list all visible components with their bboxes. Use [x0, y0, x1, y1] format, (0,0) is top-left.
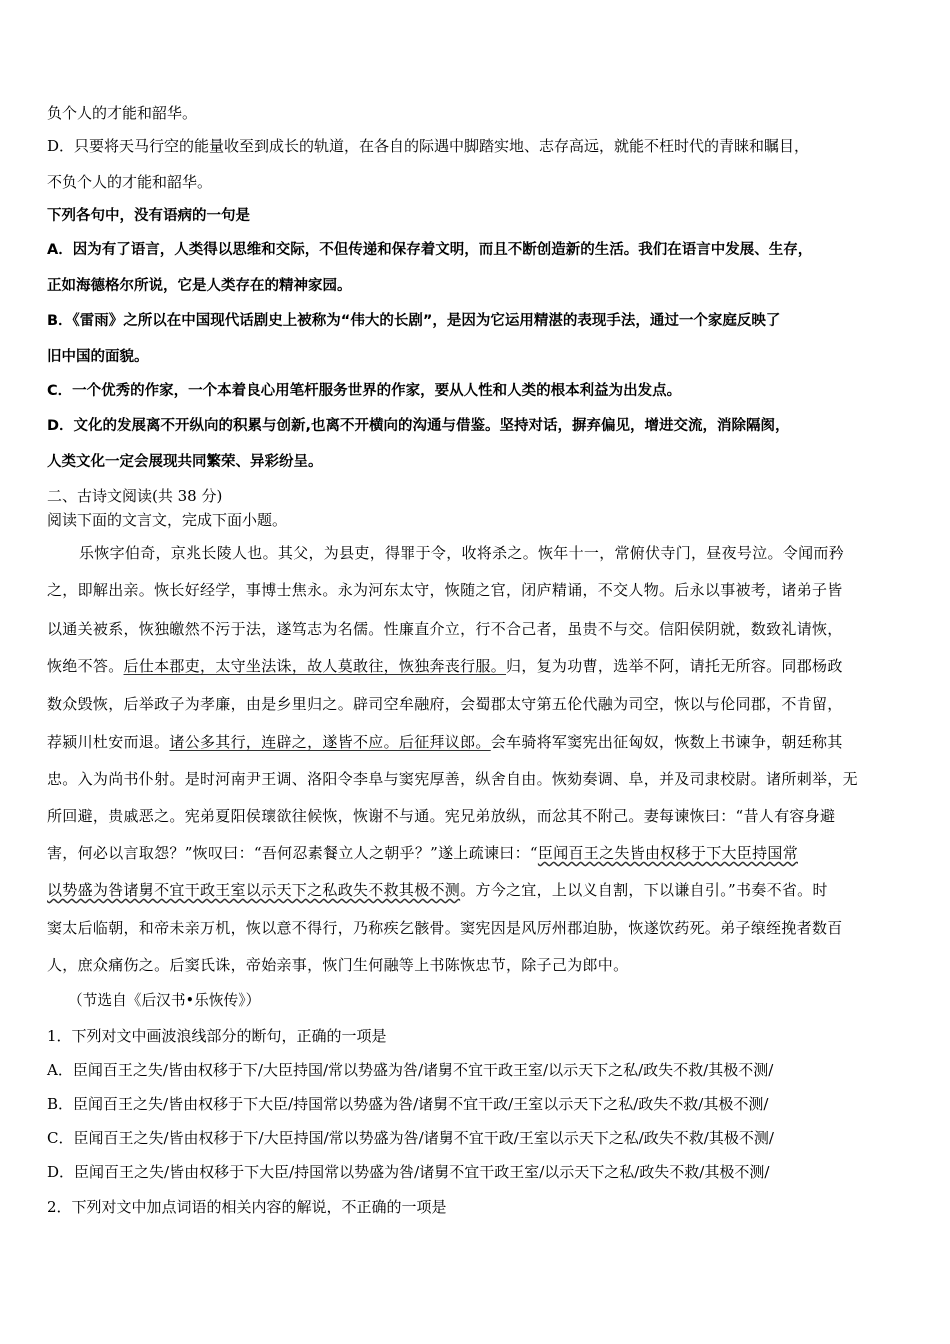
passage-text: 。方今之宜，上以义自割，下以谦自引。”书奏不省。时	[460, 881, 828, 899]
option-b: B．臣闻百王之失/皆由权移于下大臣/持国常以势盛为咎/诸舅不宜干政/王室以示天下之私/政失不救/其极不测/	[47, 1095, 769, 1113]
passage-line: 乐恢字伯奇，京兆长陵人也。其父，为县吏，得罪于令，收将杀之。恢年十一，常俯伏寺门，昼夜号泣。令闻而矜	[79, 544, 845, 562]
underlined-text: 诸公多其行，连辟之，遂皆不应。后征拜议郎。	[169, 733, 491, 751]
passage-text: 归，复为功曹，选举不阿，请托无所容。同郡杨政	[506, 657, 843, 675]
passage-line: 以通关被系，恢独皦然不污于法，遂笃志为名儒。性廉直介立，行不合己者，虽贵不与交。信阳侯阴就，数致礼请恢，	[47, 620, 843, 638]
section-heading: 二、古诗文阅读(共 38 分)	[47, 487, 223, 505]
option-d: 人类文化一定会展现共同繁荣、异彩纷呈。	[47, 454, 323, 470]
text-line: 负个人的才能和韶华。	[47, 104, 198, 122]
passage-text: 荐颍川杜安而退。	[47, 733, 170, 751]
passage-line: 人，庶众痛伤之。后窦氏诛，帝始亲事，恢门生何融等上书陈恢忠节，除子己为郎中。	[47, 956, 629, 974]
option-b: 旧中国的面貌。	[47, 349, 149, 365]
passage-source: （节选自《后汉书•乐恢传》）	[68, 991, 261, 1009]
option-d-line: 不负个人的才能和韶华。	[47, 173, 213, 191]
passage-line	[47, 843, 917, 863]
passage-line	[47, 732, 917, 752]
passage-text: 会车骑将军窦宪出征匈奴，恢数上书谏争，朝廷称其	[490, 733, 843, 751]
option-a: 正如海德格尔所说，它是人类存在的精神家园。	[47, 278, 352, 294]
question-stem: 1．下列对文中画波浪线部分的断句，正确的一项是	[47, 1027, 387, 1045]
option-a: A．因为有了语言，人类得以思维和交际，不但传递和保存着文明，而且不断创造新的生活。我们在语言中发展、生存，	[47, 242, 813, 258]
question-stem: 2．下列对文中加点词语的相关内容的解说，不正确的一项是	[47, 1198, 447, 1216]
option-b: B．《雷雨》之所以在中国现代话剧史上被称为“伟大的长剧”，是因为它运用精湛的表现手法，通过一个家庭反映了	[47, 313, 781, 329]
passage-line: 数众毁恢，后举政子为孝廉，由是乡里归之。辟司空牟融府，会蜀郡太守第五伦代融为司空，恢以与伦同郡，不肯留，	[47, 695, 843, 713]
wavy-underlined-text: 臣闻百王之失皆由权移于下大臣持国常	[537, 844, 798, 862]
wavy-underlined-text: 以势盛为咎诸舅不宜干政王室以示天下之私政失不救其极不测	[47, 881, 461, 899]
option-c: C．一个优秀的作家，一个本着良心用笔杆服务世界的作家，要从人性和人类的根本利益为出发点。	[47, 383, 682, 399]
option-c: C．臣闻百王之失/皆由权移于下/大臣持国/常以势盛为咎/诸舅不宜干政/王室以示天下之私/政失不救/其极不测/	[47, 1129, 774, 1147]
option-a: A．臣闻百王之失/皆由权移于下/大臣持国/常以势盛为咎/诸舅不宜干政王室/以示天下之私/政失不救/其极不测/	[47, 1061, 774, 1079]
underlined-text: 后仕本郡吏，太守坐法诛，故人莫敢往，恢独奔丧行服。	[123, 657, 507, 675]
passage-text: 害，何必以言取怨？”恢叹曰：“吾何忍素餐立人之朝乎？”遂上疏谏曰：“	[47, 844, 538, 862]
passage-line: 之，即解出亲。恢长好经学，事博士焦永。永为河东太守，恢随之官，闭庐精诵，不交人物。后永以事被考，诸弟子皆	[47, 581, 843, 599]
option-d-line: D．只要将天马行空的能量收至到成长的轨道，在各自的际遇中脚踏实地、志存高远，就能不枉时代的青睐和瞩目，	[47, 137, 810, 155]
passage-line: 窦太后临朝，和帝未亲万机，恢以意不得行，乃称疾乞骸骨。窦宪因是风厉州郡迫胁，恢遂饮药死。弟子缞绖挽者数百	[47, 919, 843, 937]
passage-line	[47, 880, 917, 900]
passage-text: 恢绝不答。	[47, 657, 124, 675]
passage-line: 忠。入为尚书仆射。是时河南尹王调、洛阳令李阜与窦宪厚善，纵舍自由。恢劾奏调、阜，并及司隶校尉。诸所刺举，无	[47, 770, 858, 788]
passage-line	[47, 656, 917, 676]
question-stem: 下列各句中，没有语病的一句是	[47, 208, 250, 224]
option-d: D．文化的发展离不开纵向的积累与创新,也离不开横向的沟通与借鉴。坚持对话，摒弃偏见，增进交流，消除隔阂，	[47, 418, 790, 434]
passage-line: 所回避，贵戚恶之。宪弟夏阳侯瓌欲往候恢，恢谢不与通。宪兄弟放纵，而忿其不附己。妻每谏恢曰：“昔人有容身避	[47, 807, 836, 825]
option-d: D．臣闻百王之失/皆由权移于下大臣/持国常以势盛为咎/诸舅不宜干政王室/以示天下之私/政失不救/其极不测/	[47, 1163, 770, 1181]
section-intro: 阅读下面的文言文，完成下面小题。	[47, 511, 288, 529]
